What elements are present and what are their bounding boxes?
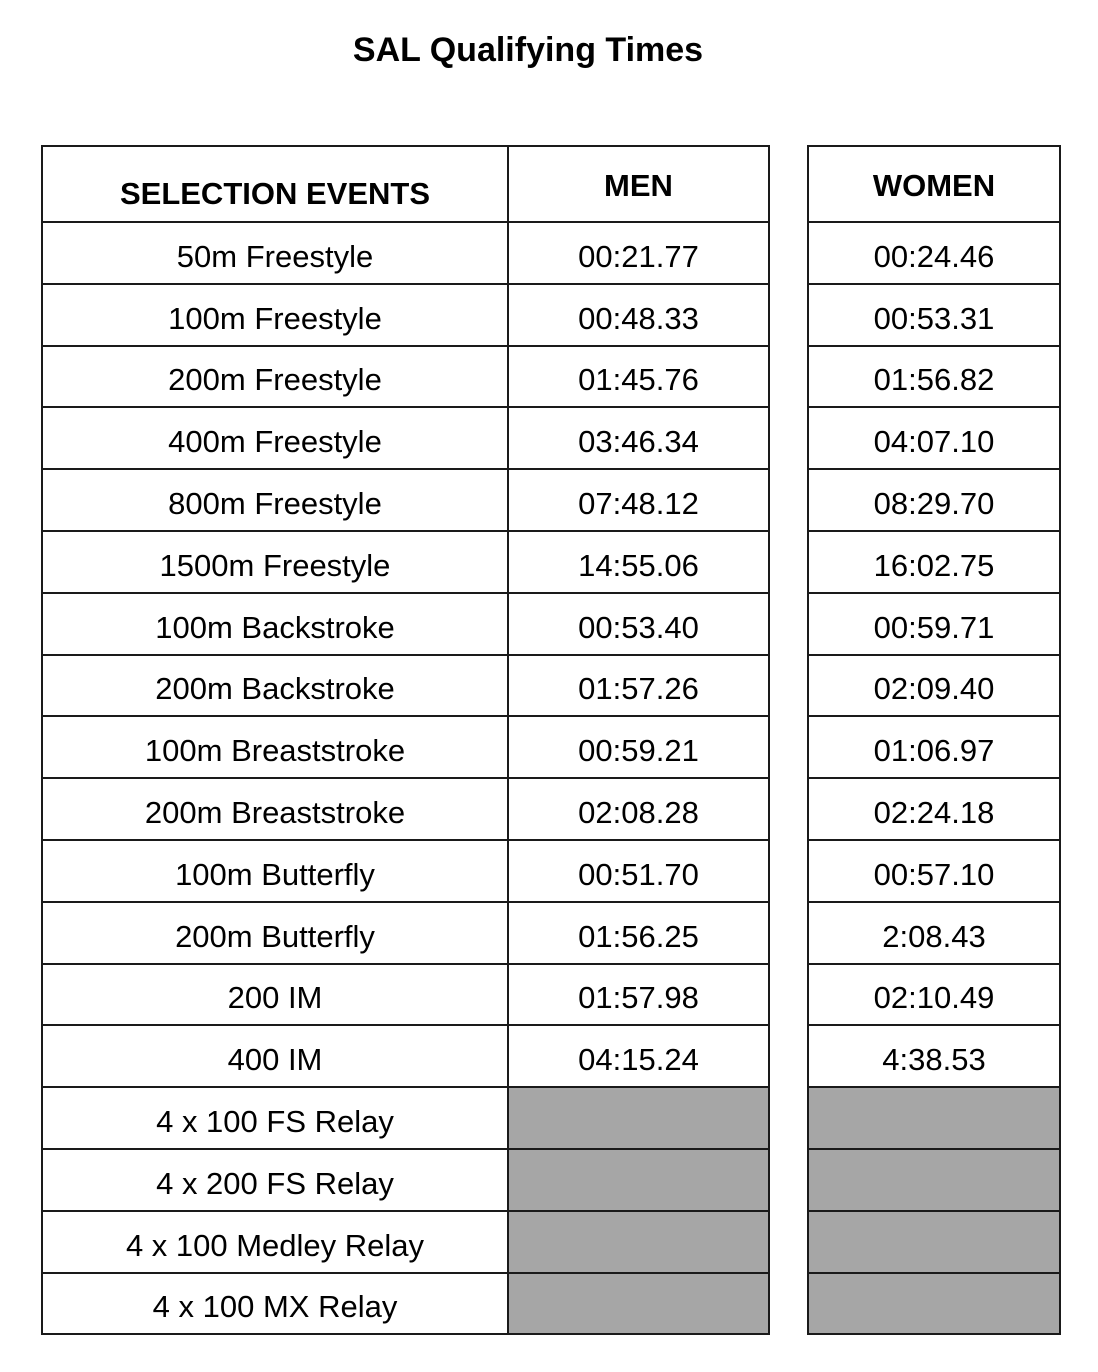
men-time-cell: 04:15.24 bbox=[508, 1025, 769, 1087]
event-name-cell: 200m Freestyle bbox=[42, 346, 508, 408]
men-time-cell bbox=[508, 1273, 769, 1335]
table-row bbox=[808, 1087, 1060, 1149]
table-row bbox=[42, 1273, 769, 1335]
table-row bbox=[42, 284, 769, 346]
event-name-cell: 4 x 200 FS Relay bbox=[42, 1149, 508, 1211]
women-time-cell: 02:10.49 bbox=[808, 964, 1060, 1026]
table-row bbox=[42, 593, 769, 655]
table-row bbox=[808, 593, 1060, 655]
women-time-cell: 04:07.10 bbox=[808, 407, 1060, 469]
table-row bbox=[808, 716, 1060, 778]
event-name-cell: 800m Freestyle bbox=[42, 469, 508, 531]
table-row bbox=[808, 778, 1060, 840]
men-time-cell: 01:45.76 bbox=[508, 346, 769, 408]
page-title: SAL Qualifying Times bbox=[352, 31, 704, 69]
men-time-cell bbox=[508, 1149, 769, 1211]
women-table bbox=[807, 145, 1061, 1335]
men-time-cell: 00:51.70 bbox=[508, 840, 769, 902]
table-row bbox=[42, 964, 769, 1026]
events-men-table bbox=[41, 145, 770, 1335]
women-time-cell: 00:59.71 bbox=[808, 593, 1060, 655]
event-name-cell: 4 x 100 FS Relay bbox=[42, 1087, 508, 1149]
table-row bbox=[808, 840, 1060, 902]
women-time-cell: 4:38.53 bbox=[808, 1025, 1060, 1087]
event-name-cell: 400m Freestyle bbox=[42, 407, 508, 469]
table-row bbox=[42, 469, 769, 531]
event-name-cell: 200 IM bbox=[42, 964, 508, 1026]
table-row bbox=[808, 964, 1060, 1026]
women-time-cell bbox=[808, 1273, 1060, 1335]
selection-events-header: SELECTION EVENTS bbox=[42, 146, 508, 222]
table-row bbox=[808, 1025, 1060, 1087]
men-time-cell: 00:53.40 bbox=[508, 593, 769, 655]
event-name-cell: 200m Breaststroke bbox=[42, 778, 508, 840]
table-row bbox=[808, 222, 1060, 284]
table-row bbox=[42, 716, 769, 778]
table-row bbox=[808, 531, 1060, 593]
men-time-cell bbox=[508, 1087, 769, 1149]
men-time-cell: 07:48.12 bbox=[508, 469, 769, 531]
men-time-cell: 02:08.28 bbox=[508, 778, 769, 840]
women-time-cell: 01:06.97 bbox=[808, 716, 1060, 778]
event-name-cell: 200m Butterfly bbox=[42, 902, 508, 964]
event-name-cell: 100m Freestyle bbox=[42, 284, 508, 346]
women-header: WOMEN bbox=[808, 146, 1060, 222]
men-time-cell: 00:48.33 bbox=[508, 284, 769, 346]
table-row bbox=[42, 222, 769, 284]
men-time-cell: 01:57.26 bbox=[508, 655, 769, 717]
table-row bbox=[808, 346, 1060, 408]
event-name-cell: 100m Breaststroke bbox=[42, 716, 508, 778]
men-header: MEN bbox=[508, 146, 769, 222]
header-row bbox=[42, 146, 769, 222]
table-row bbox=[42, 346, 769, 408]
table-row bbox=[808, 1149, 1060, 1211]
event-name-cell: 4 x 100 Medley Relay bbox=[42, 1211, 508, 1273]
men-time-cell: 03:46.34 bbox=[508, 407, 769, 469]
event-name-cell: 200m Backstroke bbox=[42, 655, 508, 717]
table-row bbox=[808, 1273, 1060, 1335]
table-row bbox=[42, 778, 769, 840]
table-row bbox=[808, 902, 1060, 964]
event-name-cell: 50m Freestyle bbox=[42, 222, 508, 284]
men-time-cell: 00:59.21 bbox=[508, 716, 769, 778]
women-time-cell: 00:57.10 bbox=[808, 840, 1060, 902]
table-row bbox=[42, 1087, 769, 1149]
table-row bbox=[42, 1211, 769, 1273]
women-time-cell: 00:53.31 bbox=[808, 284, 1060, 346]
event-name-cell: 400 IM bbox=[42, 1025, 508, 1087]
women-time-cell: 01:56.82 bbox=[808, 346, 1060, 408]
women-time-cell: 16:02.75 bbox=[808, 531, 1060, 593]
table-row bbox=[808, 284, 1060, 346]
table-row bbox=[42, 902, 769, 964]
women-time-cell: 2:08.43 bbox=[808, 902, 1060, 964]
women-time-cell bbox=[808, 1149, 1060, 1211]
table-row bbox=[42, 1025, 769, 1087]
event-name-cell: 4 x 100 MX Relay bbox=[42, 1273, 508, 1335]
men-time-cell: 01:56.25 bbox=[508, 902, 769, 964]
table-row bbox=[808, 1211, 1060, 1273]
table-row bbox=[808, 469, 1060, 531]
women-time-cell: 02:24.18 bbox=[808, 778, 1060, 840]
table-row bbox=[42, 840, 769, 902]
women-time-cell bbox=[808, 1211, 1060, 1273]
header-row bbox=[808, 146, 1060, 222]
men-time-cell: 14:55.06 bbox=[508, 531, 769, 593]
women-time-cell: 02:09.40 bbox=[808, 655, 1060, 717]
table-row bbox=[42, 407, 769, 469]
table-row bbox=[808, 407, 1060, 469]
table-row bbox=[42, 1149, 769, 1211]
men-time-cell bbox=[508, 1211, 769, 1273]
women-time-cell: 00:24.46 bbox=[808, 222, 1060, 284]
table-row bbox=[42, 655, 769, 717]
event-name-cell: 1500m Freestyle bbox=[42, 531, 508, 593]
event-name-cell: 100m Backstroke bbox=[42, 593, 508, 655]
table-row bbox=[42, 531, 769, 593]
event-name-cell: 100m Butterfly bbox=[42, 840, 508, 902]
men-time-cell: 01:57.98 bbox=[508, 964, 769, 1026]
women-time-cell bbox=[808, 1087, 1060, 1149]
men-time-cell: 00:21.77 bbox=[508, 222, 769, 284]
women-time-cell: 08:29.70 bbox=[808, 469, 1060, 531]
table-row bbox=[808, 655, 1060, 717]
